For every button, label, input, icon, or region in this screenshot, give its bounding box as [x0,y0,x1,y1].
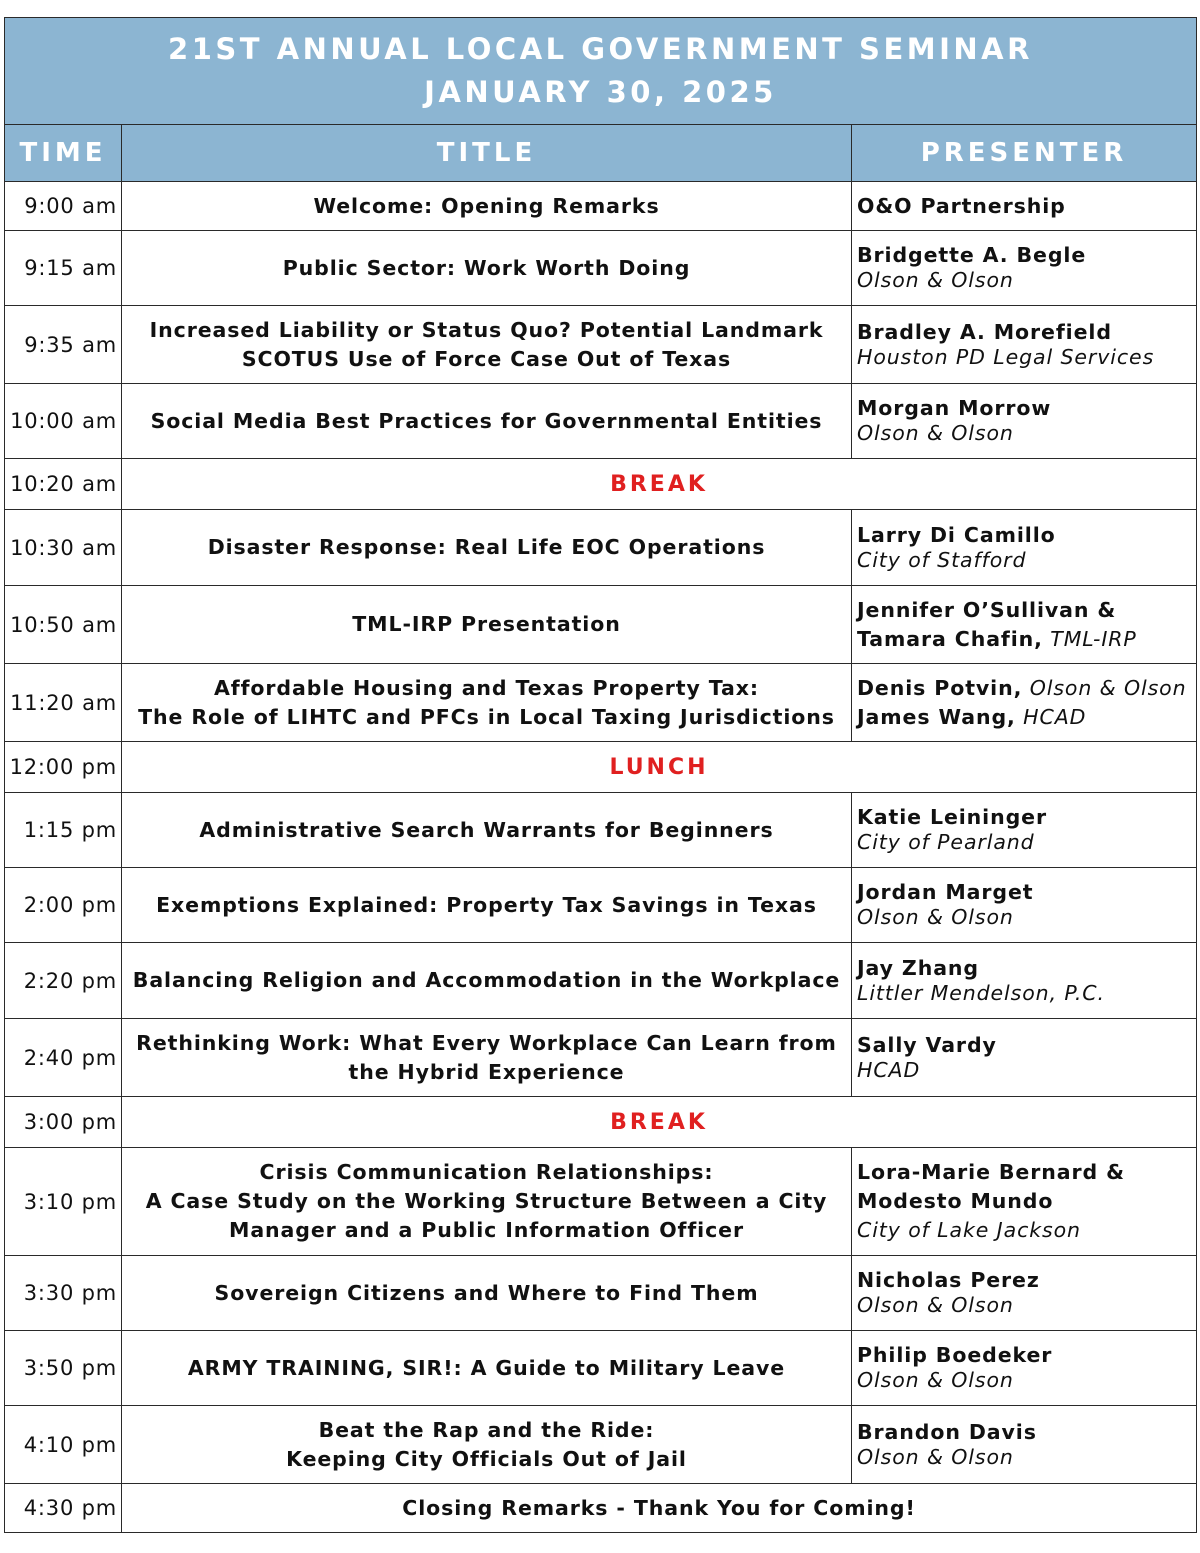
presenter-name: Bridgette A. Begle [857,243,1087,267]
presenter-line [857,625,1196,654]
session-time: 9:15 am [5,231,122,306]
session-title-line: Keeping City Officials Out of Jail [286,1446,687,1471]
presenter-line [857,1445,1196,1470]
session-presenter [852,231,1197,306]
presenter-line [857,1187,1196,1216]
session-presenter [852,1256,1197,1331]
seminar-header [5,18,1197,125]
session-title [122,793,852,868]
session-title-line: the Hybrid Experience [348,1059,625,1084]
session-row [5,1019,1197,1097]
presenter-line [857,396,1196,421]
presenter-name: Modesto Mundo [857,1189,1054,1213]
session-title [122,664,852,742]
session-title [122,306,852,384]
session-title [122,1406,852,1484]
presenter-name: Tamara Chafin, [857,626,1043,651]
session-time: 10:50 am [5,586,122,664]
session-title-line: Balancing Religion and Accommodation in the Workplace [132,968,841,992]
closing-row [5,1484,1197,1533]
session-presenter [852,1406,1197,1484]
session-title-line: Administrative Search Warrants for Beginners [199,817,774,842]
presenter-name: Katie Leininger [857,805,1047,829]
presenter-name: Morgan Morrow [857,396,1052,420]
session-title [122,384,852,459]
session-title [122,510,852,586]
presenter-name: Nicholas Perez [857,1268,1040,1292]
session-title-line: Disaster Response: Real Life EOC Operations [207,535,766,559]
session-title-line: The Role of LIHTC and PFCs in Local Taxing Jurisdictions [138,704,835,729]
presenter-line [857,1158,1196,1187]
session-title-line: ARMY TRAINING, SIR!: A Guide to Military Leave [187,1355,786,1380]
session-row [5,868,1197,943]
presenter-line [857,1293,1196,1318]
session-row [5,1406,1197,1484]
presenter-organization: Olson & Olson [857,268,1014,292]
session-row [5,182,1197,231]
session-time: 3:30 pm [5,1256,122,1331]
seminar-agenda-table [4,17,1197,1533]
session-title-line: Affordable Housing and Texas Property Tax: [213,675,759,700]
session-presenter [852,868,1197,943]
presenter-organization: City of Pearland [857,830,1035,854]
break-label: LUNCH [122,742,1197,793]
presenter-name: O&O Partnership [857,193,1066,218]
session-presenter [852,1148,1197,1256]
presenter-name: James Wang, [857,704,1016,729]
session-title-line: SCOTUS Use of Force Case Out of Texas [241,346,732,371]
presenter-line [857,194,1196,219]
session-title [122,586,852,664]
seminar-title: 21ST ANNUAL LOCAL GOVERNMENT SEMINAR [168,32,1033,66]
break-label: BREAK [122,459,1197,510]
break-label: BREAK [122,1097,1197,1148]
presenter-line [857,1058,1196,1083]
session-time: 10:30 am [5,510,122,586]
session-row [5,793,1197,868]
session-title [122,1019,852,1097]
session-time: 9:35 am [5,306,122,384]
session-title-line: Public Sector: Work Worth Doing [282,255,691,280]
presenter-name: Denis Potvin, [857,675,1023,700]
presenter-name: Jordan Marget [857,880,1034,904]
session-presenter [852,586,1197,664]
presenter-name: Jennifer O’Sullivan & [857,597,1117,622]
session-row [5,384,1197,459]
session-title [122,1331,852,1406]
session-time: 4:30 pm [5,1484,122,1533]
presenter-organization: Olson & Olson [857,905,1014,929]
session-time: 2:40 pm [5,1019,122,1097]
presenter-organization: Olson & Olson [857,1368,1014,1392]
session-time: 11:20 am [5,664,122,742]
seminar-date: JANUARY 30, 2025 [424,75,777,109]
presenter-line [857,1268,1196,1293]
session-time: 3:50 pm [5,1331,122,1406]
session-presenter [852,664,1197,742]
presenter-line [857,548,1196,573]
session-title [122,1256,852,1331]
presenter-organization: TML-IRP [1050,626,1137,651]
session-time: 12:00 pm [5,742,122,793]
session-title [122,182,852,231]
session-title-line: Crisis Communication Relationships: [259,1160,714,1184]
presenter-organization: HCAD [857,1057,921,1082]
presenter-line [857,1420,1196,1445]
presenter-line [857,830,1196,855]
break-row [5,742,1197,793]
presenter-line [857,1343,1196,1368]
presenter-line [857,268,1196,293]
session-time: 1:15 pm [5,793,122,868]
session-row [5,1148,1197,1256]
session-title-line: Rethinking Work: What Every Workplace Can Learn from [136,1030,837,1055]
presenter-line [857,703,1196,732]
presenter-line [857,523,1196,548]
presenter-organization: Olson & Olson [1029,675,1187,700]
presenter-name: Philip Boedeker [857,1343,1053,1367]
session-title-line: Manager and a Public Information Officer [229,1218,744,1242]
agenda-rows [5,182,1197,1533]
session-title [122,868,852,943]
presenter-line [857,1368,1196,1393]
session-title-line: Increased Liability or Status Quo? Potential Landmark [149,317,824,342]
presenter-line [857,905,1196,930]
presenter-organization: Olson & Olson [857,1293,1014,1317]
session-title-line: Beat the Rap and the Ride: [318,1417,655,1442]
session-presenter [852,1331,1197,1406]
presenter-organization: City of Lake Jackson [857,1218,1081,1242]
session-title [122,943,852,1019]
presenter-line [857,981,1196,1006]
session-presenter [852,1019,1197,1097]
session-row [5,231,1197,306]
session-title-line: Social Media Best Practices for Governmental Entities [150,408,823,433]
closing-remarks: Closing Remarks - Thank You for Coming! [122,1484,1197,1533]
presenter-line [857,674,1196,703]
session-presenter [852,384,1197,459]
session-time: 3:10 pm [5,1148,122,1256]
presenter-name: Bradley A. Morefield [857,319,1112,344]
presenter-organization: Olson & Olson [857,1444,1014,1469]
session-time: 10:00 am [5,384,122,459]
presenter-name: Larry Di Camillo [857,522,1056,547]
presenter-name: Lora-Marie Bernard & [857,1160,1125,1184]
presenter-line [857,805,1196,830]
presenter-line [857,880,1196,905]
session-row [5,1256,1197,1331]
session-title [122,231,852,306]
presenter-organization: City of Stafford [857,547,1027,572]
session-row [5,510,1197,586]
presenter-organization: HCAD [1023,704,1087,729]
session-presenter [852,510,1197,586]
session-presenter [852,943,1197,1019]
session-title-line: Sovereign Citizens and Where to Find Them [214,1280,759,1305]
presenter-line [857,243,1196,268]
presenter-organization: Littler Mendelson, P.C. [857,980,1105,1005]
session-title-line: Exemptions Explained: Property Tax Savings in Texas [156,892,817,917]
presenter-organization: Olson & Olson [857,421,1014,445]
session-title [122,1148,852,1256]
session-row [5,586,1197,664]
presenter-line [857,421,1196,446]
presenter-line [857,956,1196,981]
session-time: 10:20 am [5,459,122,510]
presenter-organization: Houston PD Legal Services [857,344,1155,369]
session-row [5,1331,1197,1406]
presenter-line [857,320,1196,345]
column-header-time: TIME [5,125,122,182]
session-time: 2:20 pm [5,943,122,1019]
presenter-name: Jay Zhang [857,955,979,980]
break-row [5,459,1197,510]
session-presenter [852,306,1197,384]
session-time: 4:10 pm [5,1406,122,1484]
session-row [5,943,1197,1019]
presenter-name: Brandon Davis [857,1419,1037,1444]
session-time: 3:00 pm [5,1097,122,1148]
session-row [5,306,1197,384]
break-row [5,1097,1197,1148]
session-time: 2:00 pm [5,868,122,943]
presenter-line [857,1216,1196,1245]
session-title-line: TML-IRP Presentation [352,612,621,636]
session-presenter [852,182,1197,231]
column-header-title: TITLE [122,125,852,182]
presenter-name: Sally Vardy [857,1032,997,1057]
session-row [5,664,1197,742]
column-header-presenter: PRESENTER [852,125,1197,182]
session-presenter [852,793,1197,868]
presenter-line [857,596,1196,625]
presenter-line [857,1033,1196,1058]
session-title-line: Welcome: Opening Remarks [313,193,660,218]
session-time: 9:00 am [5,182,122,231]
presenter-line [857,345,1196,370]
session-title-line: A Case Study on the Working Structure Between a City [145,1189,828,1213]
